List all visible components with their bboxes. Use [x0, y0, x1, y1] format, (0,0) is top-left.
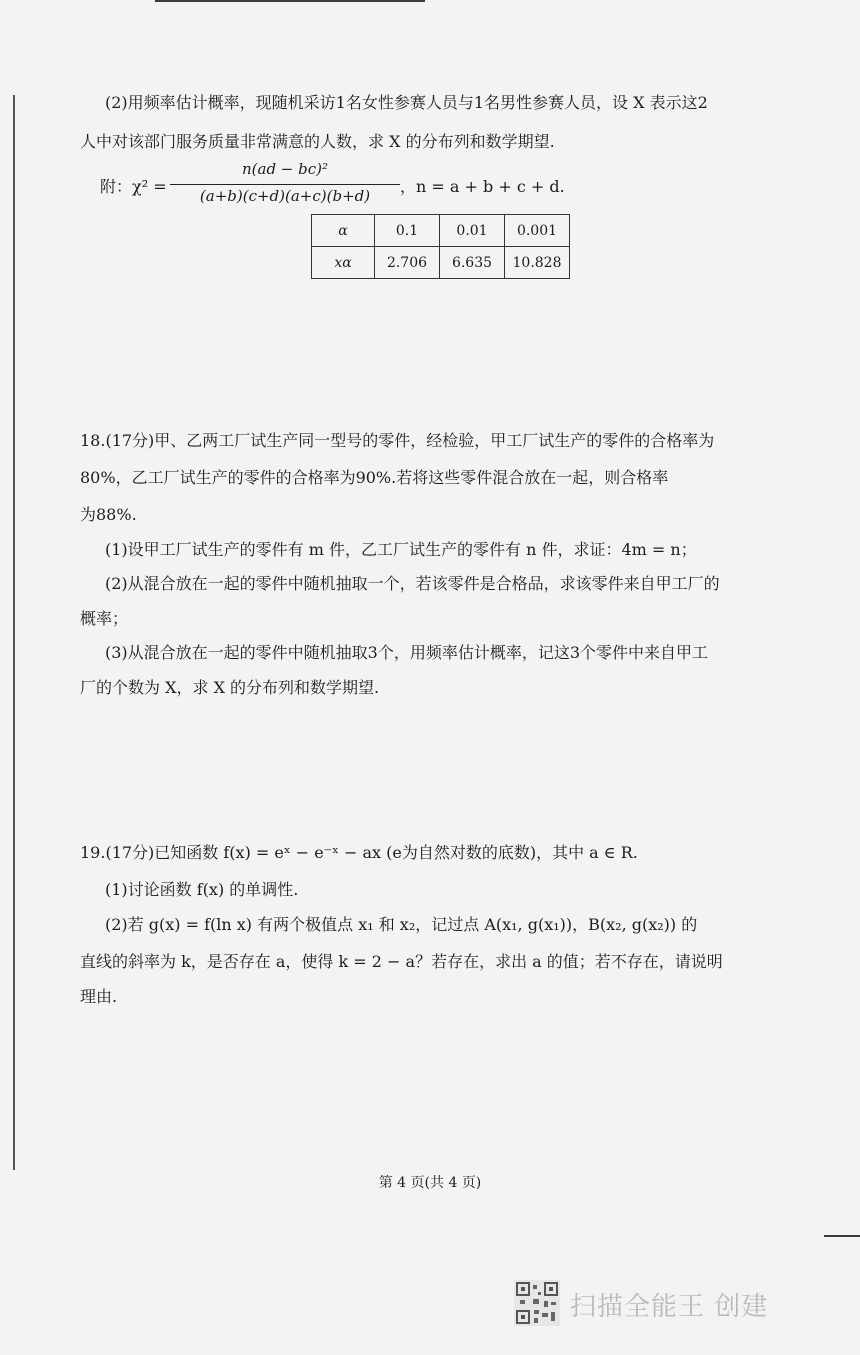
q18-stem-line2: 80%，乙工厂试生产的零件的合格率为90%.若将这些零件混合放在一起，则合格率: [80, 468, 669, 487]
q18-stem-line3: 为88%.: [80, 505, 137, 524]
q19-stem: 19.(17分)已知函数 f(x) = eˣ − e⁻ˣ − ax (e为自然对数的底数)，其中 a ∈ R.: [80, 843, 638, 862]
formula-fraction: [170, 160, 400, 205]
table-cell: 0.01: [440, 215, 505, 247]
q18-part3-line1: (3)从混合放在一起的零件中随机抽取3个，用频率估计概率，记这3个零件中来自甲工: [105, 643, 709, 662]
table-cell: 6.635: [440, 247, 505, 279]
qr-code-icon: [514, 1280, 560, 1326]
fraction-bar: [170, 184, 400, 185]
table-cell: 2.706: [375, 247, 440, 279]
critical-value-table: [311, 214, 570, 279]
table-cell: xα: [312, 247, 375, 279]
watermark-text: 扫描全能王 创建: [570, 1292, 769, 1322]
table-cell: 0.1: [375, 215, 440, 247]
q18-stem-line1: 18.(17分)甲、乙两工厂试生产同一型号的零件，经检验，甲工厂试生产的零件的合格率为: [80, 431, 715, 450]
scan-edge-top: [155, 0, 425, 2]
table-cell: α: [312, 215, 375, 247]
q18-part3-line2: 厂的个数为 X，求 X 的分布列和数学期望.: [80, 678, 380, 697]
scan-edge-right: [824, 1235, 860, 1237]
q17-part2-line1: (2)用频率估计概率，现随机采访1名女性参赛人员与1名男性参赛人员，设 X 表示这2: [105, 93, 708, 112]
q19-part1: (1)讨论函数 f(x) 的单调性.: [105, 880, 299, 899]
formula-denominator: (a+b)(c+d)(a+c)(b+d): [199, 187, 371, 205]
q19-part2-line3: 理由.: [80, 987, 118, 1006]
scan-edge-left: [13, 95, 15, 1170]
table-row: [312, 215, 570, 247]
q18-part1: (1)设甲工厂试生产的零件有 m 件，乙工厂试生产的零件有 n 件，求证：4m = n；: [105, 540, 697, 559]
formula-numerator: n(ad − bc)²: [241, 160, 329, 178]
table-cell: 0.001: [505, 215, 570, 247]
q19-part2-line1: (2)若 g(x) = f(ln x) 有两个极值点 x₁ 和 x₂，记过点 A(x₁, g(x₁))，B(x₂, g(x₂)) 的: [105, 915, 698, 934]
q19-part2-line2: 直线的斜率为 k，是否存在 a，使得 k = 2 − a？若存在，求出 a 的值；若不存在，请说明: [80, 952, 723, 971]
page-footer: 第 4 页(共 4 页): [378, 1175, 482, 1191]
q18-part2-line1: (2)从混合放在一起的零件中随机抽取一个，若该零件是合格品，求该零件来自甲工厂的: [105, 574, 720, 593]
formula-prefix: 附：χ² =: [100, 177, 167, 196]
q18-part2-line2: 概率；: [80, 609, 129, 628]
table-cell: 10.828: [505, 247, 570, 279]
table-row: [312, 247, 570, 279]
q17-part2-line2: 人中对该部门服务质量非常满意的人数，求 X 的分布列和数学期望.: [80, 132, 555, 151]
formula-suffix: ，n = a + b + c + d.: [400, 177, 565, 196]
